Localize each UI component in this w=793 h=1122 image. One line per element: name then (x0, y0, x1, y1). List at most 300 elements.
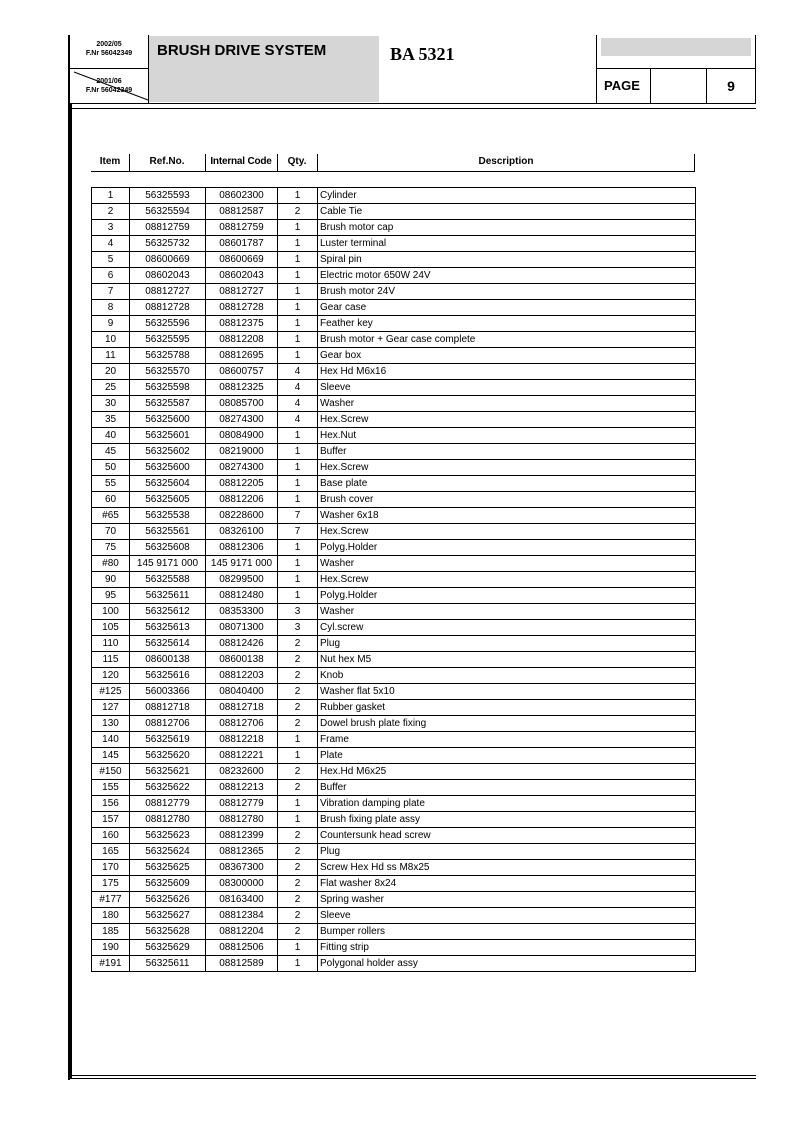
revision-new (70, 40, 148, 58)
internal-code-cell: 08812399 (206, 828, 278, 844)
item-cell: 170 (92, 860, 130, 876)
qty-cell: 4 (278, 412, 318, 428)
qty-cell: 1 (278, 540, 318, 556)
table-row (92, 268, 696, 284)
ref-no-cell: 56003366 (130, 684, 206, 700)
description-cell: Sleeve (318, 908, 696, 924)
qty-cell: 1 (278, 268, 318, 284)
ref-no-cell: 56325602 (130, 444, 206, 460)
internal-code-cell: 08602043 (206, 268, 278, 284)
internal-code-cell: 08085700 (206, 396, 278, 412)
qty-cell: 1 (278, 796, 318, 812)
internal-code-cell: 08601787 (206, 236, 278, 252)
internal-code-cell: 08812727 (206, 284, 278, 300)
qty-cell: 2 (278, 204, 318, 220)
description-cell: Hex.Screw (318, 572, 696, 588)
description-cell: Rubber gasket (318, 700, 696, 716)
qty-cell: 1 (278, 188, 318, 204)
qty-cell: 1 (278, 748, 318, 764)
item-cell: 115 (92, 652, 130, 668)
qty-cell: 4 (278, 396, 318, 412)
ref-no-cell: 56325587 (130, 396, 206, 412)
item-cell: 157 (92, 812, 130, 828)
table-row (92, 188, 696, 204)
ref-no-cell: 56325598 (130, 380, 206, 396)
item-cell: #125 (92, 684, 130, 700)
qty-cell: 2 (278, 828, 318, 844)
table-row (92, 236, 696, 252)
ref-no-cell: 56325623 (130, 828, 206, 844)
internal-code-cell: 08600757 (206, 364, 278, 380)
internal-code-cell: 08274300 (206, 460, 278, 476)
item-cell: 190 (92, 940, 130, 956)
ref-no-cell: 56325561 (130, 524, 206, 540)
ref-no-cell: 56325620 (130, 748, 206, 764)
table-row (92, 252, 696, 268)
qty-cell: 2 (278, 652, 318, 668)
table-row (92, 572, 696, 588)
internal-code-cell: 08084900 (206, 428, 278, 444)
col-header-description: Description (478, 156, 534, 167)
qty-cell: 7 (278, 508, 318, 524)
table-row (92, 844, 696, 860)
item-cell: 100 (92, 604, 130, 620)
table-row (92, 828, 696, 844)
item-cell: 11 (92, 348, 130, 364)
description-cell: Gear box (318, 348, 696, 364)
item-cell: 3 (92, 220, 130, 236)
description-cell: Brush motor + Gear case complete (318, 332, 696, 348)
table-row (92, 364, 696, 380)
internal-code-cell: 08812208 (206, 332, 278, 348)
qty-cell: 2 (278, 668, 318, 684)
description-cell: Hex.Screw (318, 412, 696, 428)
description-cell: Vibration damping plate (318, 796, 696, 812)
ref-no-cell: 56325612 (130, 604, 206, 620)
description-cell: Nut hex M5 (318, 652, 696, 668)
ref-no-cell: 56325570 (130, 364, 206, 380)
qty-cell: 2 (278, 924, 318, 940)
internal-code-cell: 08812325 (206, 380, 278, 396)
item-cell: 75 (92, 540, 130, 556)
table-row (92, 604, 696, 620)
col-header-qty: Qty. (287, 156, 307, 167)
table-row (92, 956, 696, 972)
internal-code-cell: 08326100 (206, 524, 278, 540)
item-cell: 40 (92, 428, 130, 444)
page-label: PAGE (604, 78, 640, 93)
ref-no-cell: 08812779 (130, 796, 206, 812)
page-number: 9 (727, 78, 735, 94)
internal-code-cell: 08367300 (206, 860, 278, 876)
ref-no-cell: 08812706 (130, 716, 206, 732)
table-row (92, 908, 696, 924)
ref-no-cell: 56325614 (130, 636, 206, 652)
item-cell: 6 (92, 268, 130, 284)
description-cell: Hex.Screw (318, 460, 696, 476)
description-cell: Hex.Hd M6x25 (318, 764, 696, 780)
item-cell: 5 (92, 252, 130, 268)
table-row (92, 428, 696, 444)
qty-cell: 1 (278, 284, 318, 300)
description-cell: Knob (318, 668, 696, 684)
description-cell: Buffer (318, 444, 696, 460)
description-cell: Plug (318, 636, 696, 652)
qty-cell: 2 (278, 700, 318, 716)
qty-cell: 1 (278, 220, 318, 236)
table-row (92, 492, 696, 508)
table-row (92, 556, 696, 572)
description-cell: Fitting strip (318, 940, 696, 956)
qty-cell: 2 (278, 876, 318, 892)
description-cell: Dowel brush plate fixing (318, 716, 696, 732)
revision-new-date: 2002/05 (96, 41, 122, 48)
item-cell: #191 (92, 956, 130, 972)
description-cell: Washer flat 5x10 (318, 684, 696, 700)
qty-cell: 1 (278, 492, 318, 508)
ref-no-cell: 08600669 (130, 252, 206, 268)
ref-no-cell: 56325604 (130, 476, 206, 492)
internal-code-cell: 08812205 (206, 476, 278, 492)
top-right-shade (601, 38, 751, 56)
ref-no-cell: 56325605 (130, 492, 206, 508)
qty-cell: 2 (278, 684, 318, 700)
ref-no-cell: 56325628 (130, 924, 206, 940)
internal-code-cell: 08812780 (206, 812, 278, 828)
qty-cell: 1 (278, 236, 318, 252)
ref-no-cell: 56325601 (130, 428, 206, 444)
internal-code-cell: 08163400 (206, 892, 278, 908)
table-row (92, 876, 696, 892)
table-row (92, 860, 696, 876)
qty-cell: 3 (278, 620, 318, 636)
qty-cell: 2 (278, 844, 318, 860)
internal-code-cell: 08812306 (206, 540, 278, 556)
qty-cell: 1 (278, 316, 318, 332)
item-cell: 185 (92, 924, 130, 940)
table-row (92, 636, 696, 652)
ref-no-cell: 56325611 (130, 588, 206, 604)
qty-cell: 2 (278, 908, 318, 924)
ref-no-cell: 56325621 (130, 764, 206, 780)
internal-code-cell: 08812204 (206, 924, 278, 940)
internal-code-cell: 08812206 (206, 492, 278, 508)
internal-code-cell: 08600138 (206, 652, 278, 668)
parts-table-body (92, 188, 696, 972)
item-cell: 165 (92, 844, 130, 860)
item-cell: 9 (92, 316, 130, 332)
qty-cell: 1 (278, 476, 318, 492)
ref-no-cell: 56325588 (130, 572, 206, 588)
model-number: BA 5321 (390, 44, 455, 64)
description-cell: Brush motor cap (318, 220, 696, 236)
internal-code-cell: 08812384 (206, 908, 278, 924)
ref-no-cell: 56325788 (130, 348, 206, 364)
description-cell: Bumper rollers (318, 924, 696, 940)
table-row (92, 732, 696, 748)
ref-no-cell: 56325625 (130, 860, 206, 876)
item-cell: 45 (92, 444, 130, 460)
qty-cell: 2 (278, 892, 318, 908)
item-cell: #80 (92, 556, 130, 572)
qty-cell: 1 (278, 732, 318, 748)
internal-code-cell: 08812221 (206, 748, 278, 764)
table-row (92, 668, 696, 684)
ref-no-cell: 08600138 (130, 652, 206, 668)
table-row (92, 748, 696, 764)
description-cell: Base plate (318, 476, 696, 492)
item-cell: 105 (92, 620, 130, 636)
table-row (92, 348, 696, 364)
table-row (92, 444, 696, 460)
qty-cell: 2 (278, 764, 318, 780)
ref-no-cell: 08602043 (130, 268, 206, 284)
description-cell: Hex Hd M6x16 (318, 364, 696, 380)
qty-cell: 4 (278, 380, 318, 396)
ref-no-cell: 56325595 (130, 332, 206, 348)
qty-cell: 2 (278, 716, 318, 732)
table-row (92, 780, 696, 796)
qty-cell: 2 (278, 636, 318, 652)
table-row (92, 476, 696, 492)
description-cell: Luster terminal (318, 236, 696, 252)
item-cell: 35 (92, 412, 130, 428)
table-row (92, 220, 696, 236)
description-cell: Washer (318, 556, 696, 572)
description-cell: Polyg.Holder (318, 540, 696, 556)
description-cell: Brush fixing plate assy (318, 812, 696, 828)
internal-code-cell: 08812203 (206, 668, 278, 684)
item-cell: #65 (92, 508, 130, 524)
ref-no-cell: 08812728 (130, 300, 206, 316)
ref-no-cell: 56325626 (130, 892, 206, 908)
qty-cell: 2 (278, 860, 318, 876)
ref-no-cell: 56325608 (130, 540, 206, 556)
item-cell: 55 (92, 476, 130, 492)
table-row (92, 332, 696, 348)
col-header-ref-no: Ref.No. (149, 156, 185, 167)
internal-code-cell: 08812587 (206, 204, 278, 220)
ref-no-cell: 08812727 (130, 284, 206, 300)
item-cell: 20 (92, 364, 130, 380)
ref-no-cell: 56325629 (130, 940, 206, 956)
table-row (92, 316, 696, 332)
qty-cell: 1 (278, 556, 318, 572)
description-cell: Frame (318, 732, 696, 748)
parts-table (91, 187, 696, 972)
table-row (92, 460, 696, 476)
ref-no-cell: 56325624 (130, 844, 206, 860)
item-cell: 10 (92, 332, 130, 348)
table-row (92, 716, 696, 732)
ref-no-cell: 56325622 (130, 780, 206, 796)
table-row (92, 284, 696, 300)
internal-code-cell: 08299500 (206, 572, 278, 588)
description-cell: Spring washer (318, 892, 696, 908)
item-cell: 1 (92, 188, 130, 204)
qty-cell: 1 (278, 812, 318, 828)
ref-no-cell: 56325732 (130, 236, 206, 252)
item-cell: 145 (92, 748, 130, 764)
description-cell: Buffer (318, 780, 696, 796)
qty-cell: 1 (278, 428, 318, 444)
item-cell: 8 (92, 300, 130, 316)
description-cell: Gear case (318, 300, 696, 316)
internal-code-cell: 08812706 (206, 716, 278, 732)
table-row (92, 300, 696, 316)
description-cell: Washer (318, 396, 696, 412)
qty-cell: 1 (278, 956, 318, 972)
item-cell: 50 (92, 460, 130, 476)
internal-code-cell: 08812759 (206, 220, 278, 236)
internal-code-cell: 145 9171 000 (206, 556, 278, 572)
internal-code-cell: 08040400 (206, 684, 278, 700)
ref-no-cell: 56325596 (130, 316, 206, 332)
ref-no-cell: 56325594 (130, 204, 206, 220)
ref-no-cell: 56325616 (130, 668, 206, 684)
description-cell: Hex.Screw (318, 524, 696, 540)
internal-code-cell: 08274300 (206, 412, 278, 428)
item-cell: 127 (92, 700, 130, 716)
qty-cell: 1 (278, 252, 318, 268)
qty-cell: 1 (278, 300, 318, 316)
item-cell: 30 (92, 396, 130, 412)
internal-code-cell: 08812218 (206, 732, 278, 748)
item-cell: #177 (92, 892, 130, 908)
ref-no-cell: 56325600 (130, 460, 206, 476)
item-cell: 175 (92, 876, 130, 892)
internal-code-cell: 08812718 (206, 700, 278, 716)
col-header-internal-code: Internal Code (210, 156, 272, 167)
table-row (92, 652, 696, 668)
internal-code-cell: 08812728 (206, 300, 278, 316)
table-row (92, 524, 696, 540)
item-cell: 7 (92, 284, 130, 300)
item-cell: 160 (92, 828, 130, 844)
qty-cell: 1 (278, 572, 318, 588)
item-cell: 25 (92, 380, 130, 396)
internal-code-cell: 08812506 (206, 940, 278, 956)
description-cell: Cable Tie (318, 204, 696, 220)
description-cell: Polyg.Holder (318, 588, 696, 604)
description-cell: Feather key (318, 316, 696, 332)
table-row (92, 796, 696, 812)
internal-code-cell: 08071300 (206, 620, 278, 636)
internal-code-cell: 08812426 (206, 636, 278, 652)
internal-code-cell: 08812365 (206, 844, 278, 860)
item-cell: 70 (92, 524, 130, 540)
description-cell: Cylinder (318, 188, 696, 204)
table-row (92, 204, 696, 220)
description-cell: Washer (318, 604, 696, 620)
description-cell: Countersunk head screw (318, 828, 696, 844)
item-cell: 155 (92, 780, 130, 796)
page-title: BRUSH DRIVE SYSTEM (157, 42, 327, 59)
ref-no-cell: 56325609 (130, 876, 206, 892)
item-cell: 110 (92, 636, 130, 652)
description-cell: Plate (318, 748, 696, 764)
description-cell: Screw Hex Hd ss M8x25 (318, 860, 696, 876)
table-row (92, 684, 696, 700)
description-cell: Plug (318, 844, 696, 860)
ref-no-cell: 56325600 (130, 412, 206, 428)
description-cell: Flat washer 8x24 (318, 876, 696, 892)
qty-cell: 3 (278, 604, 318, 620)
item-cell: 180 (92, 908, 130, 924)
item-cell: #150 (92, 764, 130, 780)
internal-code-cell: 08812480 (206, 588, 278, 604)
internal-code-cell: 08232600 (206, 764, 278, 780)
item-cell: 130 (92, 716, 130, 732)
description-cell: Brush cover (318, 492, 696, 508)
internal-code-cell: 08600669 (206, 252, 278, 268)
item-cell: 4 (92, 236, 130, 252)
ref-no-cell: 08812780 (130, 812, 206, 828)
table-row (92, 508, 696, 524)
internal-code-cell: 08300000 (206, 876, 278, 892)
internal-code-cell: 08353300 (206, 604, 278, 620)
table-row (92, 412, 696, 428)
item-cell: 2 (92, 204, 130, 220)
internal-code-cell: 08812695 (206, 348, 278, 364)
col-header-item: Item (99, 156, 121, 167)
qty-cell: 1 (278, 332, 318, 348)
description-cell: Polygonal holder assy (318, 956, 696, 972)
item-cell: 156 (92, 796, 130, 812)
ref-no-cell: 08812718 (130, 700, 206, 716)
qty-cell: 1 (278, 348, 318, 364)
ref-no-cell: 56325613 (130, 620, 206, 636)
revision-old-date: 2001/06 (96, 78, 122, 85)
table-row (92, 380, 696, 396)
ref-no-cell: 08812759 (130, 220, 206, 236)
table-row (92, 892, 696, 908)
description-cell: Washer 6x18 (318, 508, 696, 524)
table-row (92, 540, 696, 556)
qty-cell: 7 (278, 524, 318, 540)
revision-new-fnr: F.Nr 56042349 (85, 50, 133, 57)
item-cell: 90 (92, 572, 130, 588)
ref-no-cell: 56325619 (130, 732, 206, 748)
qty-cell: 4 (278, 364, 318, 380)
internal-code-cell: 08219000 (206, 444, 278, 460)
description-cell: Electric motor 650W 24V (318, 268, 696, 284)
table-row (92, 924, 696, 940)
table-row (92, 620, 696, 636)
ref-no-cell: 56325538 (130, 508, 206, 524)
table-row (92, 396, 696, 412)
revision-old-fnr: F.Nr 56042349 (85, 87, 133, 94)
description-cell: Hex.Nut (318, 428, 696, 444)
internal-code-cell: 08812589 (206, 956, 278, 972)
ref-no-cell: 145 9171 000 (130, 556, 206, 572)
ref-no-cell: 56325593 (130, 188, 206, 204)
item-cell: 120 (92, 668, 130, 684)
table-row (92, 940, 696, 956)
internal-code-cell: 08602300 (206, 188, 278, 204)
table-row (92, 588, 696, 604)
ref-no-cell: 56325627 (130, 908, 206, 924)
qty-cell: 1 (278, 460, 318, 476)
ref-no-cell: 56325611 (130, 956, 206, 972)
item-cell: 60 (92, 492, 130, 508)
description-cell: Cyl.screw (318, 620, 696, 636)
description-cell: Brush motor 24V (318, 284, 696, 300)
description-cell: Sleeve (318, 380, 696, 396)
qty-cell: 1 (278, 940, 318, 956)
internal-code-cell: 08812213 (206, 780, 278, 796)
table-row (92, 812, 696, 828)
